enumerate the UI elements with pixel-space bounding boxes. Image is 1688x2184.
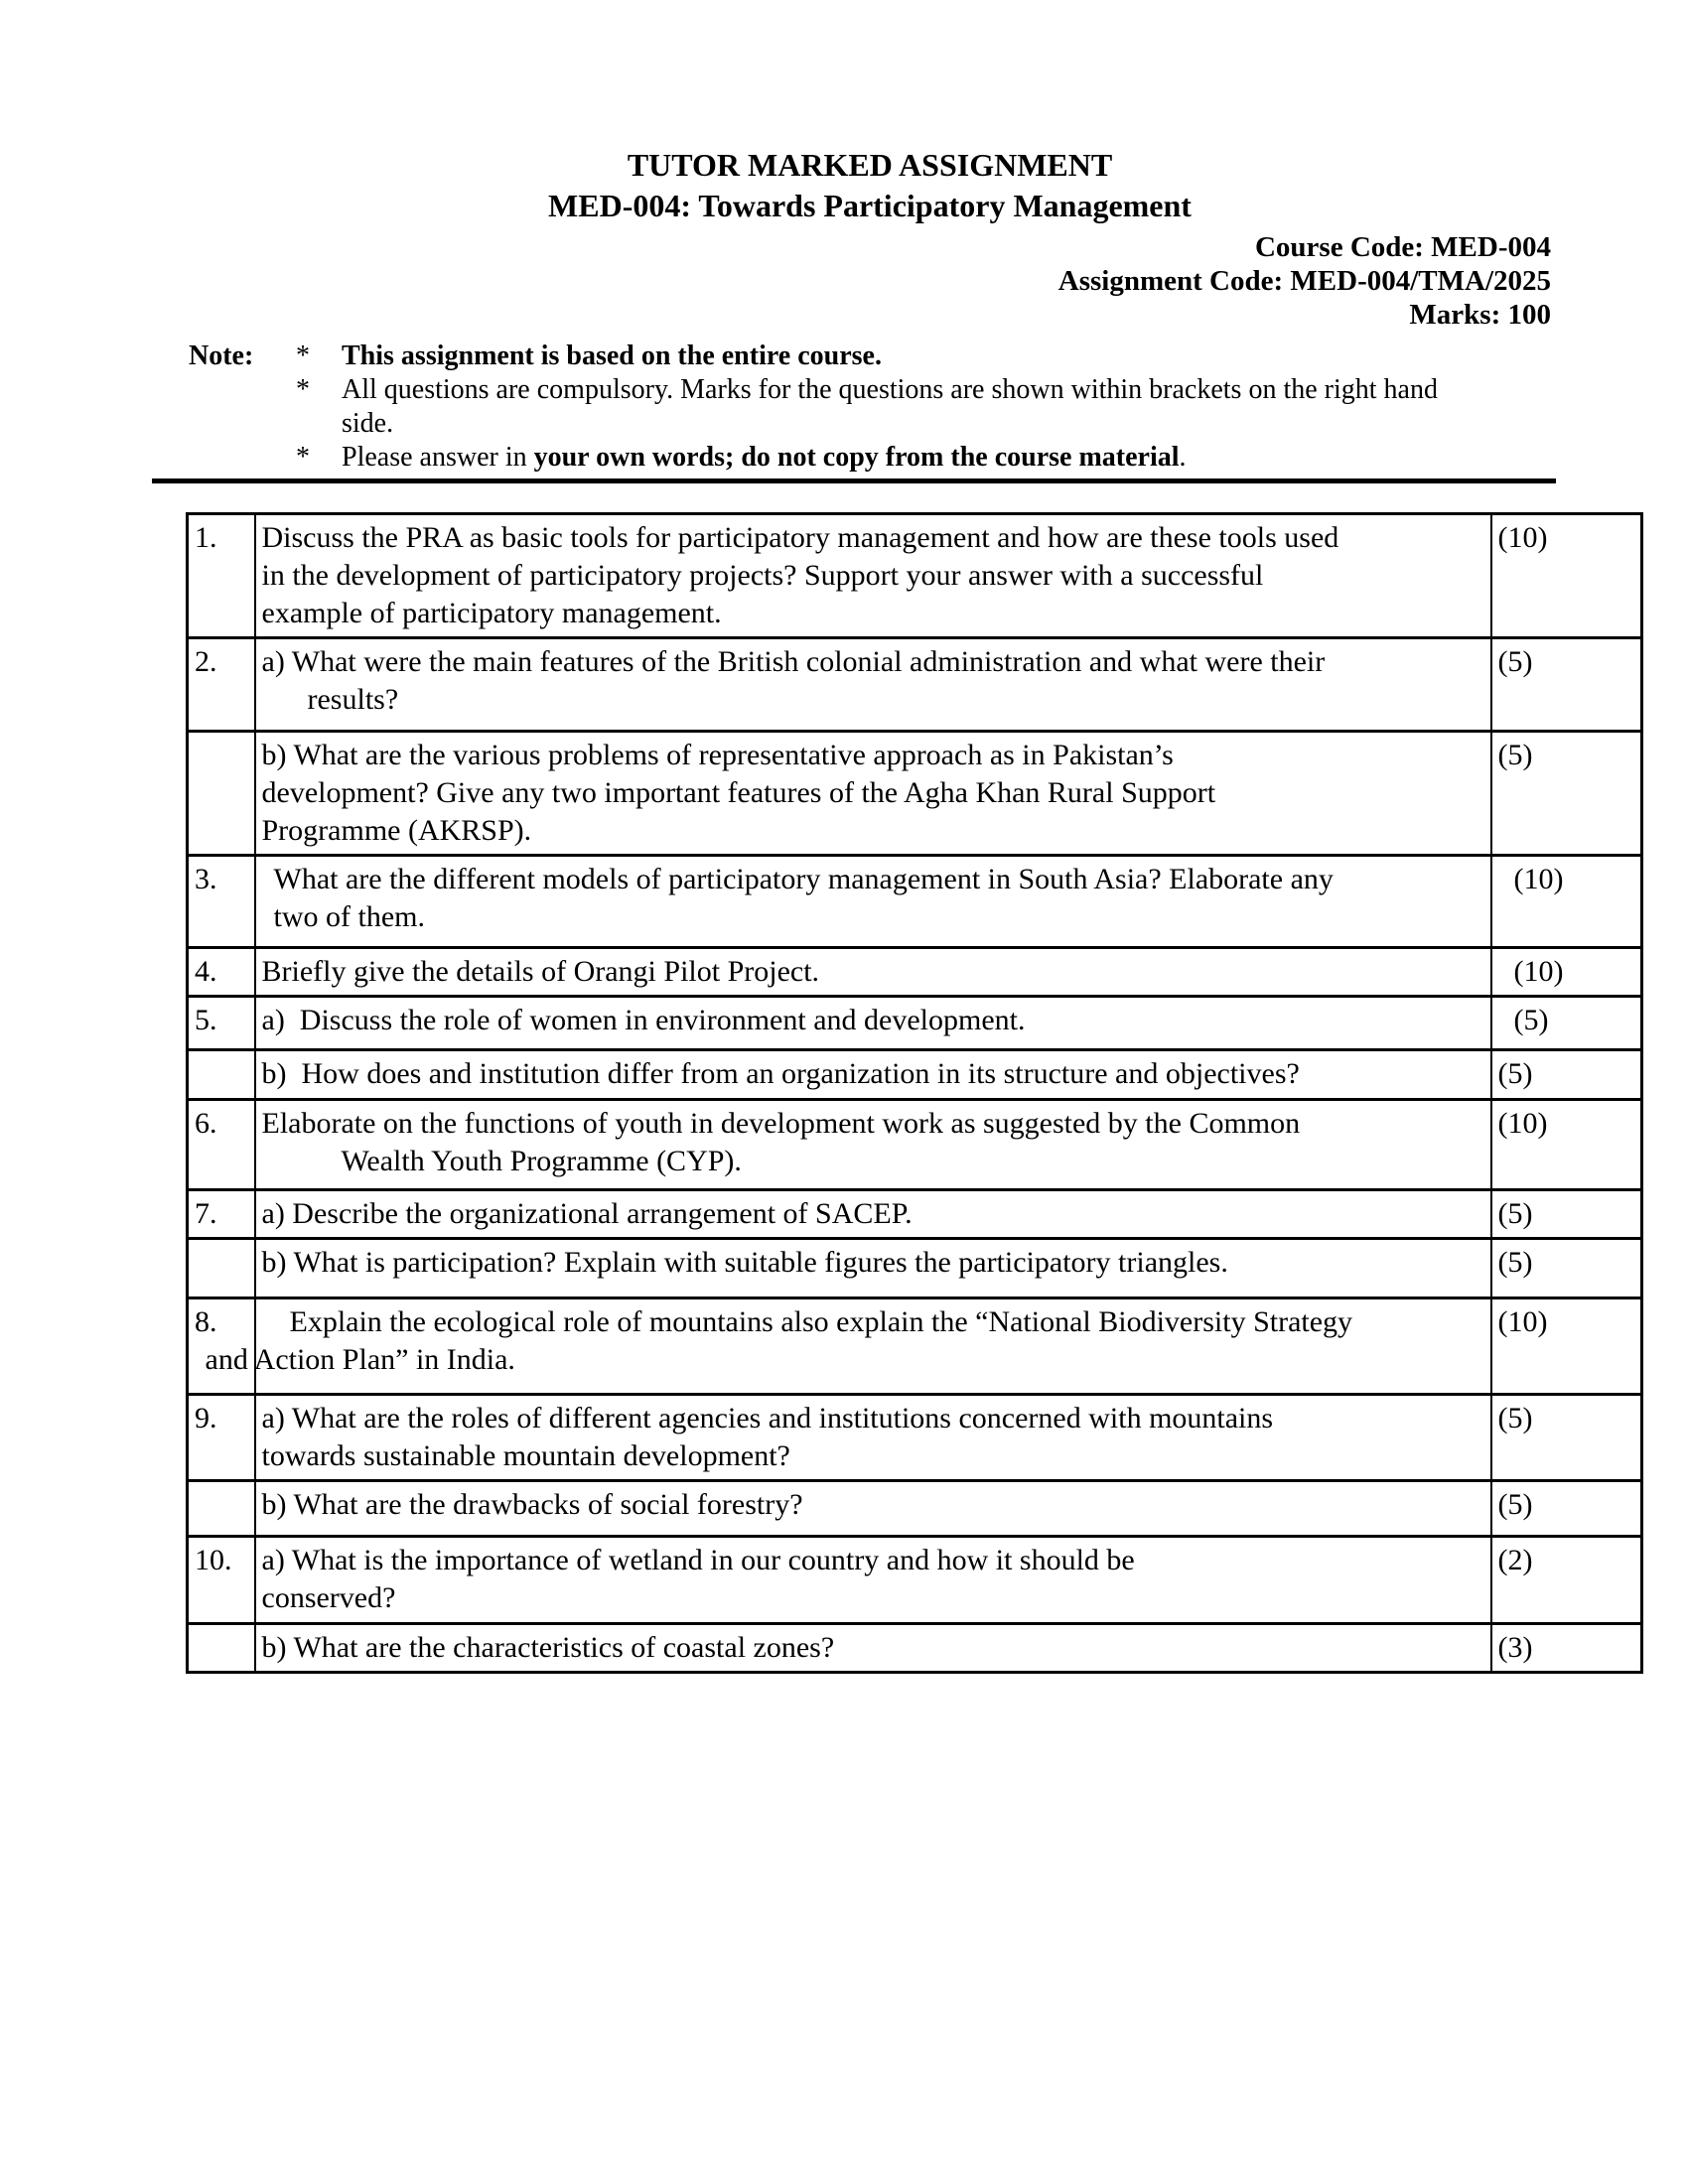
question-text [255, 997, 1491, 1050]
question-marks: (3) [1491, 1624, 1642, 1673]
question-number: 9. [188, 1395, 255, 1481]
question-number: 10. [188, 1537, 255, 1624]
question-marks: (5) [1491, 732, 1642, 856]
question-marks: (10) [1491, 1100, 1642, 1190]
horizontal-rule [152, 478, 1556, 483]
question-marks: (10) [1491, 514, 1642, 638]
table-row [188, 1050, 1642, 1100]
question-text-line: b) What are the various problems of representative approach as in Pakistan’s [261, 739, 1174, 771]
note-text: Please answer in [342, 442, 534, 473]
table-row [188, 948, 1642, 997]
question-number: 4. [188, 948, 255, 997]
question-number [188, 1481, 255, 1537]
question-text-line: Programme (AKRSP). [261, 814, 532, 847]
question-marks: (2) [1491, 1537, 1642, 1624]
note-bullet [296, 373, 1551, 441]
question-marks: (5) [1491, 997, 1642, 1050]
question-text [255, 1239, 1491, 1298]
question-text-line: b) What are the drawbacks of social forestry? [261, 1488, 803, 1521]
course-subtitle: MED-004: Towards Participatory Management [548, 188, 1192, 223]
table-row [188, 1100, 1642, 1190]
question-text-line: in the development of participatory projects? Support your answer with a successful [261, 559, 1264, 592]
assignment-code-line: Assignment Code: MED-004/TMA/2025 [1057, 265, 1551, 297]
note-text: . [1179, 442, 1187, 473]
question-marks: (5) [1491, 638, 1642, 732]
table-row [188, 1481, 1642, 1537]
note-text: side. [342, 408, 394, 439]
asterisk-marker: * [296, 374, 310, 405]
question-text-line: a) What were the main features of the British colonial administration and what were their [261, 645, 1326, 678]
table-row [188, 1624, 1642, 1673]
note-bullet-text [342, 340, 1551, 373]
note-bullet [296, 340, 1551, 373]
table-row [188, 1190, 1642, 1239]
note-section [189, 340, 1551, 475]
question-text-line: example of participatory management. [261, 597, 722, 629]
codes-block [189, 230, 1551, 332]
question-text [205, 1298, 1491, 1395]
question-text [255, 1050, 1491, 1100]
table-row [188, 856, 1642, 948]
note-text-bold: This assignment is based on the entire course. [342, 341, 882, 371]
question-number: 3. [188, 856, 255, 948]
question-text-line: Briefly give the details of Orangi Pilot Project. [261, 955, 820, 988]
question-text-line: Explain the ecological role of mountains also explain the “National Biodiversity Strategy [289, 1305, 1353, 1338]
question-marks: (10) [1491, 856, 1642, 948]
note-bullet-text [342, 441, 1551, 475]
question-number: 2. [188, 638, 255, 732]
document-body [189, 0, 1551, 475]
table-row [188, 732, 1642, 856]
question-text [255, 1537, 1491, 1624]
table-row [188, 1298, 1642, 1395]
question-text [255, 1190, 1491, 1239]
question-marks: (5) [1491, 1395, 1642, 1481]
course-code-line: Course Code: MED-004 [1254, 231, 1551, 263]
question-number [188, 1239, 255, 1298]
table-row [188, 638, 1642, 732]
question-text [255, 1481, 1491, 1537]
question-number [188, 1624, 255, 1673]
table-row [188, 1537, 1642, 1624]
question-text [255, 856, 1491, 948]
document-title: TUTOR MARKED ASSIGNMENT [627, 147, 1113, 183]
question-number [188, 1050, 255, 1100]
table-row [188, 1395, 1642, 1481]
table-row [188, 1239, 1642, 1298]
question-marks: (5) [1491, 1481, 1642, 1537]
asterisk-marker: * [296, 442, 310, 473]
question-number: 6. [188, 1100, 255, 1190]
question-number: 1. [188, 514, 255, 638]
question-text-line: b) What is participation? Explain with suitable figures the participatory triangles. [261, 1246, 1228, 1279]
total-marks-line: Marks: 100 [1409, 299, 1551, 331]
question-text [255, 1395, 1491, 1481]
question-text [255, 1100, 1491, 1190]
question-text-line: b) How does and institution differ from an organization in its structure and objectives? [261, 1057, 1300, 1090]
question-text-line: conserved? [261, 1581, 396, 1614]
question-text-line: development? Give any two important features of the Agha Khan Rural Support [261, 776, 1216, 809]
question-marks: (5) [1491, 1050, 1642, 1100]
question-text-line: a) Describe the organizational arrangement of SACEP. [261, 1197, 913, 1230]
question-text [255, 514, 1491, 638]
question-marks: (10) [1491, 1298, 1642, 1395]
asterisk-marker: * [296, 341, 310, 371]
question-number [188, 732, 255, 856]
question-text-line: a) What is the importance of wetland in our country and how it should be [261, 1544, 1135, 1576]
question-number: 7. [188, 1190, 255, 1239]
question-text-line: towards sustainable mountain development? [261, 1439, 790, 1472]
note-bullet-text [342, 373, 1551, 441]
question-text [255, 1624, 1491, 1673]
note-text: All questions are compulsory. Marks for the questions are shown within brackets on the right hand [342, 374, 1438, 405]
note-bullet [296, 441, 1551, 475]
question-text-line: Wealth Youth Programme (CYP). [341, 1145, 742, 1177]
question-text-line: Elaborate on the functions of youth in development work as suggested by the Common [261, 1107, 1301, 1140]
question-number: 8. [188, 1298, 255, 1395]
question-text-line: What are the different models of participatory management in South Asia? Elaborate any [273, 863, 1334, 895]
question-number: 5. [188, 997, 255, 1050]
table-row [188, 997, 1642, 1050]
note-bullet-list [296, 340, 1551, 475]
table-row [188, 514, 1642, 638]
question-text-line: b) What are the characteristics of coastal zones? [261, 1631, 835, 1664]
question-marks: (5) [1491, 1190, 1642, 1239]
question-text [255, 638, 1491, 732]
note-text-bold: your own words; do not copy from the course material [533, 442, 1180, 473]
question-text-line: Discuss the PRA as basic tools for participatory management and how are these tools used [261, 521, 1339, 554]
questions-table [186, 512, 1643, 1674]
question-text [255, 948, 1491, 997]
question-text-line: a) Discuss the role of women in environment and development. [261, 1004, 1026, 1036]
question-text-line: results? [307, 683, 399, 716]
note-label: Note: [189, 341, 254, 371]
question-text-line: a) What are the roles of different agencies and institutions concerned with mountains [261, 1402, 1274, 1434]
question-text [255, 732, 1491, 856]
question-marks: (10) [1491, 948, 1642, 997]
question-text-line: and Action Plan” in India. [205, 1343, 515, 1376]
question-text-line: two of them. [273, 900, 425, 933]
question-marks: (5) [1491, 1239, 1642, 1298]
